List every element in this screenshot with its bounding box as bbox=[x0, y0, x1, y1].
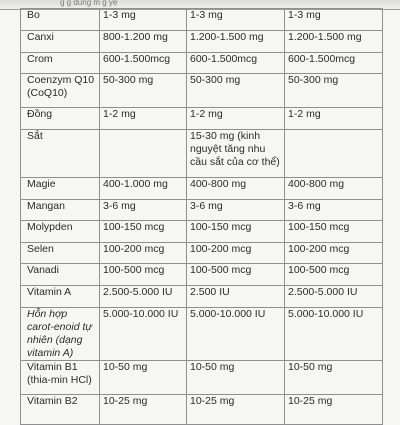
dose-cell: 100-200 mcg bbox=[100, 243, 187, 264]
dose-cell: 50-300 mg bbox=[187, 74, 285, 108]
dose-cell: 100-500 mcg bbox=[187, 264, 285, 286]
table-row bbox=[21, 31, 383, 53]
dose-cell: 400-800 mg bbox=[187, 178, 285, 200]
dose-cell: 3-6 mg bbox=[187, 200, 285, 221]
nutrient-name: Vanadi bbox=[21, 264, 100, 286]
dose-cell: 100-150 mcg bbox=[100, 221, 187, 243]
dose-cell: 1-3 mg bbox=[187, 9, 285, 31]
table-row bbox=[21, 53, 383, 74]
dose-cell: 2.500-5.000 IU bbox=[285, 286, 383, 308]
dose-cell: 100-150 mcg bbox=[285, 221, 383, 243]
table-row bbox=[21, 286, 383, 308]
dose-cell: 1-3 mg bbox=[285, 9, 383, 31]
dose-cell: 100-200 mcg bbox=[187, 243, 285, 264]
table-row bbox=[21, 264, 383, 286]
nutrient-name: Vitamin B1 (thia-min HCl) bbox=[21, 361, 100, 395]
nutrient-name: Molypden bbox=[21, 221, 100, 243]
dose-cell: 10-50 mg bbox=[100, 361, 187, 395]
dose-cell: 10-50 mg bbox=[187, 361, 285, 395]
nutrient-name: Magie bbox=[21, 178, 100, 200]
dose-cell: 1-2 mg bbox=[100, 108, 187, 130]
dose-cell: 100-500 mcg bbox=[285, 264, 383, 286]
dose-cell: 2.500 IU bbox=[187, 286, 285, 308]
table-row bbox=[21, 130, 383, 178]
nutrient-name: Đồng bbox=[21, 108, 100, 130]
nutrient-name: Selen bbox=[21, 243, 100, 264]
dose-cell bbox=[285, 130, 383, 178]
dose-cell: 400-800 mg bbox=[285, 178, 383, 200]
dose-cell: 10-25 mg bbox=[285, 395, 383, 425]
nutrient-name: Hỗn hợp carot-enoid tự nhiên (dạng vitamin A) bbox=[21, 308, 100, 361]
dose-cell: 5.000-10.000 IU bbox=[187, 308, 285, 361]
table-row bbox=[21, 178, 383, 200]
dose-cell: 400-1.000 mg bbox=[100, 178, 187, 200]
dose-cell: 100-500 mcg bbox=[100, 264, 187, 286]
dose-cell: 600-1.500mcg bbox=[187, 53, 285, 74]
dose-cell: 100-200 mcg bbox=[285, 243, 383, 264]
clipped-header-text: g g dùng m g yệ bbox=[60, 0, 118, 7]
table-row bbox=[21, 243, 383, 264]
table-row bbox=[21, 221, 383, 243]
dose-cell: 50-300 mg bbox=[100, 74, 187, 108]
dose-cell: 1-2 mg bbox=[285, 108, 383, 130]
table-row bbox=[21, 200, 383, 221]
dose-cell: 600-1.500mcg bbox=[100, 53, 187, 74]
nutrient-name: Crom bbox=[21, 53, 100, 74]
dose-cell: 2.500-5.000 IU bbox=[100, 286, 187, 308]
dose-cell: 5.000-10.000 IU bbox=[100, 308, 187, 361]
nutrient-name: Coenzym Q10 (CoQ10) bbox=[21, 74, 100, 108]
dose-cell: 100-150 mcg bbox=[187, 221, 285, 243]
dose-cell: 5.000-10.000 IU bbox=[285, 308, 383, 361]
table-row bbox=[21, 361, 383, 395]
nutrient-name: Sắt bbox=[21, 130, 100, 178]
table-row bbox=[21, 108, 383, 130]
table-row bbox=[21, 308, 383, 361]
nutrient-name: Vitamin A bbox=[21, 286, 100, 308]
dose-cell: 50-300 mg bbox=[285, 74, 383, 108]
nutrient-name: Vitamin B2 bbox=[21, 395, 100, 425]
dose-cell: 1-3 mg bbox=[100, 9, 187, 31]
dose-cell bbox=[100, 130, 187, 178]
dose-cell: 3-6 mg bbox=[100, 200, 187, 221]
nutrient-name: Mangan bbox=[21, 200, 100, 221]
dose-cell: 1.200-1.500 mg bbox=[285, 31, 383, 53]
dose-cell: 10-25 mg bbox=[100, 395, 187, 425]
nutrient-dosage-table bbox=[20, 8, 383, 425]
dose-cell: 1-2 mg bbox=[187, 108, 285, 130]
table-row bbox=[21, 395, 383, 425]
dose-cell: 600-1.500mcg bbox=[285, 53, 383, 74]
table-row bbox=[21, 74, 383, 108]
dose-cell: 15-30 mg (kinh nguyệt tăng nhu cầu sắt của cơ thể) bbox=[187, 130, 285, 178]
dose-cell: 800-1.200 mg bbox=[100, 31, 187, 53]
nutrient-name: Canxi bbox=[21, 31, 100, 53]
dose-cell: 1.200-1.500 mg bbox=[187, 31, 285, 53]
dose-cell: 10-50 mg bbox=[285, 361, 383, 395]
dose-cell: 10-25 mg bbox=[187, 395, 285, 425]
nutrient-name: Bo bbox=[21, 9, 100, 31]
table-row bbox=[21, 9, 383, 31]
dose-cell: 3-6 mg bbox=[285, 200, 383, 221]
